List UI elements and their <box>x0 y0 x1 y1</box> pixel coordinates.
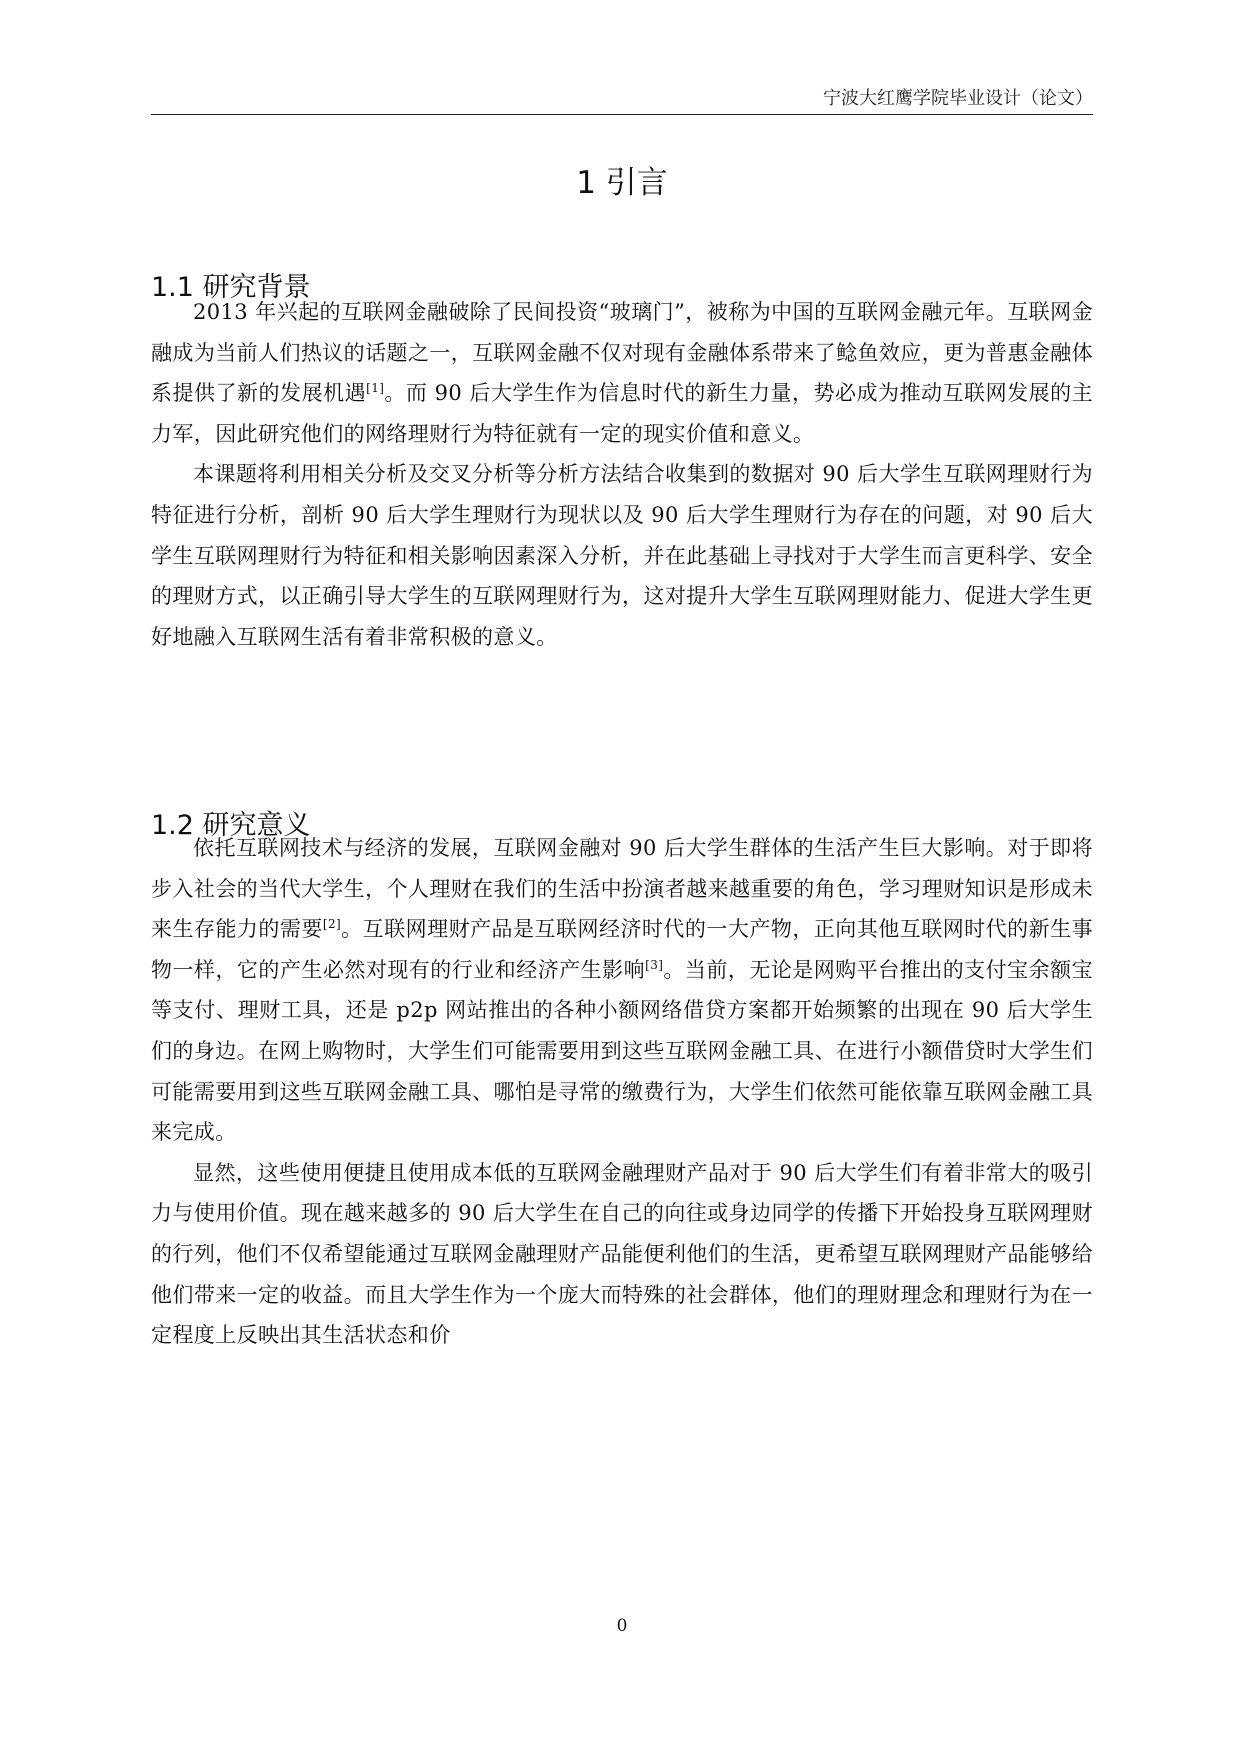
paragraph-text: 依托互联网技术与经济的发展，互联网金融对 90 后大学生群体的生活产生巨大影响。对于即将步入社会的当代大学生，个人理财在我们的生活中扮演者越来越重要的角色，学习理财知识是形成未来生存能力的需要 <box>151 836 1093 942</box>
paragraph-text: 。而 90 后大学生作为信息时代的新生力量，势必成为推动互联网发展的主力军，因此研究他们的网络理财行为特征就有一定的现实价值和意义。 <box>151 381 1094 446</box>
page-number: 0 <box>616 1616 628 1636</box>
citation-marker: [3] <box>645 957 664 972</box>
chapter-title: 1 引言 <box>576 164 668 201</box>
paragraph-text: 。互联网理财产品是互联网经济时代的一大产物，正向其他互联网时代的新生事物一样，它的产生必然对现有的行业和经济产生影响 <box>151 917 1093 982</box>
header-text: 宁波大红鹰学院毕业设计（论文） <box>823 88 1093 109</box>
paragraph-text: 。当前，无论是网购平台推出的支付宝余额宝等支付、理财工具，还是 p2p 网站推出的各种小额网络借贷方案都开始频繁的出现在 90 后大学生们的身边。在网上购物时，大学生们可能需要用到这些互联网金融工具、在进行小额借贷时大学生们可能需要用到这些互联网金融工具、哪怕是寻常的缴费行为，大学生们依然可能依靠互联网金融工具来完成。 <box>151 957 1093 1145</box>
citation-marker: [1] <box>366 381 385 396</box>
paragraph-significance-1 <box>151 828 1093 1153</box>
header-rule <box>151 114 1093 115</box>
running-header <box>151 84 1093 114</box>
paragraph-background-1 <box>151 292 1093 454</box>
paragraph-background-2: 本课题将利用相关分析及交叉分析等分析方法结合收集到的数据对 90 后大学生互联网理财行为特征进行分析，剖析 90 后大学生理财行为现状以及 90 后大学生理财行为存在的问题，对 90 后大学生互联网理财行为特征和相关影响因素深入分析，并在此基础上寻找对于大学生而言更科学、安全的理财方式，以正确引导大学生的互联网理财行为，这对提升大学生互联网理财能力、促进大学生更好地融入互联网生活有着非常积极的意义。 <box>151 462 1093 649</box>
citation-marker: [2] <box>322 917 342 932</box>
section-body-significance <box>151 828 1093 1356</box>
section-body-background <box>151 292 1093 657</box>
section-heading-background: 1.1 研究背景 <box>151 272 311 304</box>
paragraph-text: 2013 年兴起的互联网金融破除了民间投资“玻璃门”，被称为中国的互联网金融元年。互联网金融成为当前人们热议的话题之一，互联网金融不仅对现有金融体系带来了鲶鱼效应，更为普惠金融体系提供了新的发展机遇 <box>151 300 1093 406</box>
paragraph-significance-2: 显然，这些使用便捷且使用成本低的互联网金融理财产品对于 90 后大学生们有着非常大的吸引力与使用价值。现在越来越多的 90 后大学生在自己的向往或身边同学的传播下开始投身互联网理财的行列，他们不仅希望能通过互联网金融理财产品能便利他们的生活，更希望互联网理财产品能够给他们带来一定的收益。而且大学生作为一个庞大而特殊的社会群体，他们的理财理念和理财行为在一定程度上反映出其生活状态和价 <box>151 1160 1093 1348</box>
section-heading-significance: 1.2 研究意义 <box>151 810 311 842</box>
